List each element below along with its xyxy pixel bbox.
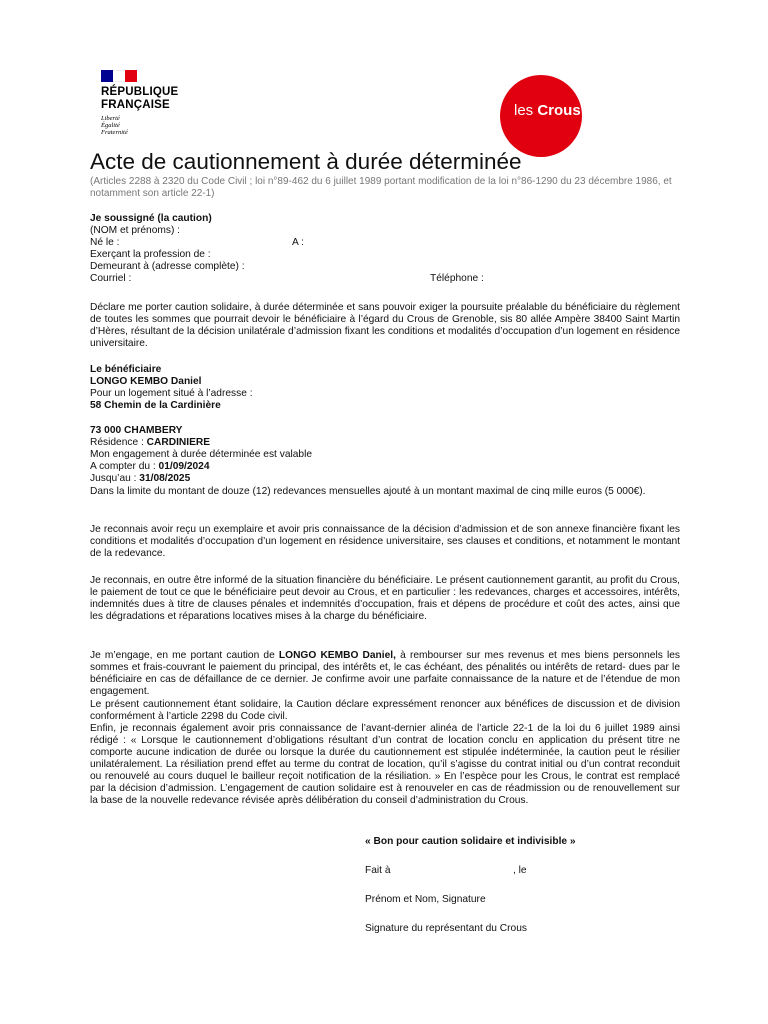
rf-title-line-1: RÉPUBLIQUE xyxy=(101,86,179,98)
document-subtitle: (Articles 2288 à 2320 du Code Civil ; loi n°89-462 du 6 juillet 1989 portant modification de la loi n°86-1290 du 23 décembre 1986, et notamment son article 22-1) xyxy=(90,176,672,199)
republique-francaise-logo xyxy=(101,70,201,136)
rf-title xyxy=(101,86,201,112)
caution-address-field: Demeurant à (adresse complète) : xyxy=(90,261,245,272)
housing-street: 58 Chemin de la Cardinière xyxy=(90,400,221,411)
from-date-value: 01/09/2024 xyxy=(158,461,210,472)
rf-motto-liberte: Liberté xyxy=(101,115,120,122)
validity-line: Mon engagement à durée déterminée est valable xyxy=(90,449,313,460)
rf-motto xyxy=(101,115,201,136)
declaration-paragraph: Déclare me porter caution solidaire, à durée déterminée et sans pouvoir exiger la poursuite préalable du bénéficiaire du règlement de toutes les sommes que pourrait devoir le bénéficiaire à l’égard du Crous de Grenoble, sis 80 allée Ampère 38400 Saint Martin d’Hères, résultant de la décision unilatérale d’admission fixant les conditions et modalités d’occupation d’un logement en résidence universitaire. xyxy=(90,302,680,349)
informed-paragraph: Je reconnais, en outre être informé de la situation financière du bénéficiaire. Le présent cautionnement garantit, au profit du Crous, le paiement de tout ce que le bénéficiaire peut devoir au Crous, et en particulier : les redevances, charges et accessoires, intérêts, indemnités dues à titre de clauses pénales et indemnités d’occupation, frais et dépens de procédure et coût des actes, ainsi que les dégradations et réparations locatives mises à la charge du bénéficiaire. xyxy=(90,575,680,622)
solidaire-paragraph: Le présent cautionnement étant solidaire, la Caution déclare expressément renoncer aux bénéfices de discussion et de division conformément à l’article 2298 du Code civil. xyxy=(90,699,680,722)
residence-value: CARDINIERE xyxy=(146,437,211,448)
bon-pour-caution: « Bon pour caution solidaire et indivisible » xyxy=(365,836,576,847)
date-field: , le xyxy=(513,865,527,876)
residence-label: Résidence : xyxy=(90,437,147,448)
engage-after: à rembourser sur mes revenus et mes biens personnels les sommes et frais-couvrant le paiement du principal, des intérêts et, le cas échéant, des pénalités ou intérêts de retard- dues par le bénéficiaire en cas de défaillance de ce dernier. Je confirme avoir une parfaite connaissance de la nature et de l’étendue de mon engagement. xyxy=(90,650,681,697)
caution-heading: Je soussigné (la caution) xyxy=(90,213,212,224)
caution-born-field: Né le : xyxy=(90,237,120,248)
crous-logo-text xyxy=(514,102,768,119)
rf-title-line-2: FRANÇAISE xyxy=(101,99,170,111)
finally-paragraph: Enfin, je reconnais également avoir pris connaissance de l’avant-dernier alinéa de l’article 22-1 de la loi du 6 juillet 1989 ainsi rédigé : « Lorsque le cautionnement d’obligations résultant d’un contrat de location conclu en application du présent titre ne comporte aucune indication de durée ou lorsque la durée du cautionnement est stipulée indéterminée, la caution peut le résilier unilatéralement. La résiliation prend effet au terme du contrat de location, qu’il s’agisse du contrat initial ou d’un contrat reconduit ou renouvelé au cours duquel le bailleur reçoit notification de la résiliation. » En l’espèce pour les Crous, le contrat est remplacé par la décision d’admission. L’engagement de caution solidaire est à renouveler en cas de réadmission ou de renouvellement sur la base de la nouvelle redevance révisée après délibération du conseil d’administration du Crous. xyxy=(90,723,680,806)
document-title: Acte de cautionnement à durée déterminée xyxy=(90,149,522,174)
french-flag-icon xyxy=(101,70,137,82)
engage-before: Je m’engage, en me portant caution de xyxy=(90,650,279,661)
beneficiary-heading: Le bénéficiaire xyxy=(90,364,162,375)
crous-logo xyxy=(500,75,582,157)
crous-logo-name: Crous xyxy=(537,102,581,119)
to-date-value: 31/08/2025 xyxy=(139,473,191,484)
caution-phone-field: Téléphone : xyxy=(430,273,484,284)
caution-name-field: (NOM et prénoms) : xyxy=(90,225,181,236)
caution-email-field: Courriel : xyxy=(90,273,132,284)
beneficiary-name: LONGO KEMBO Daniel xyxy=(90,376,202,387)
name-signature-field: Prénom et Nom, Signature xyxy=(365,894,486,905)
rf-motto-fraternite: Fraternité xyxy=(101,129,128,136)
fait-a-field: Fait à xyxy=(365,865,391,876)
housing-city: 73 000 CHAMBERY xyxy=(90,425,183,436)
from-date-label: A compter du : xyxy=(90,461,159,472)
caution-birthplace-field: A : xyxy=(292,237,304,248)
housing-label: Pour un logement situé à l’adresse : xyxy=(90,388,253,399)
engage-beneficiary-name: LONGO KEMBO Daniel, xyxy=(278,650,396,661)
received-paragraph: Je reconnais avoir reçu un exemplaire et avoir pris connaissance de la décision d’admission et de son annexe financière fixant les conditions et modalités d’occupation d’un logement en résidence universitaire, ses clauses et conditions, et notamment le montant de la redevance. xyxy=(90,524,680,559)
to-date-line xyxy=(90,473,190,485)
caution-profession-field: Exerçant la profession de : xyxy=(90,249,211,260)
residence-line xyxy=(90,437,210,449)
to-date-label: Jusqu’au : xyxy=(90,473,140,484)
crous-logo-les: les xyxy=(514,102,538,119)
crous-signature-field: Signature du représentant du Crous xyxy=(365,923,527,934)
rf-motto-egalite: Égalité xyxy=(101,122,120,129)
limit-paragraph: Dans la limite du montant de douze (12) redevances mensuelles ajouté à un montant maximal de cinq mille euros (5 000€). xyxy=(90,486,646,497)
engage-paragraph xyxy=(90,650,680,698)
from-date-line xyxy=(90,461,210,473)
